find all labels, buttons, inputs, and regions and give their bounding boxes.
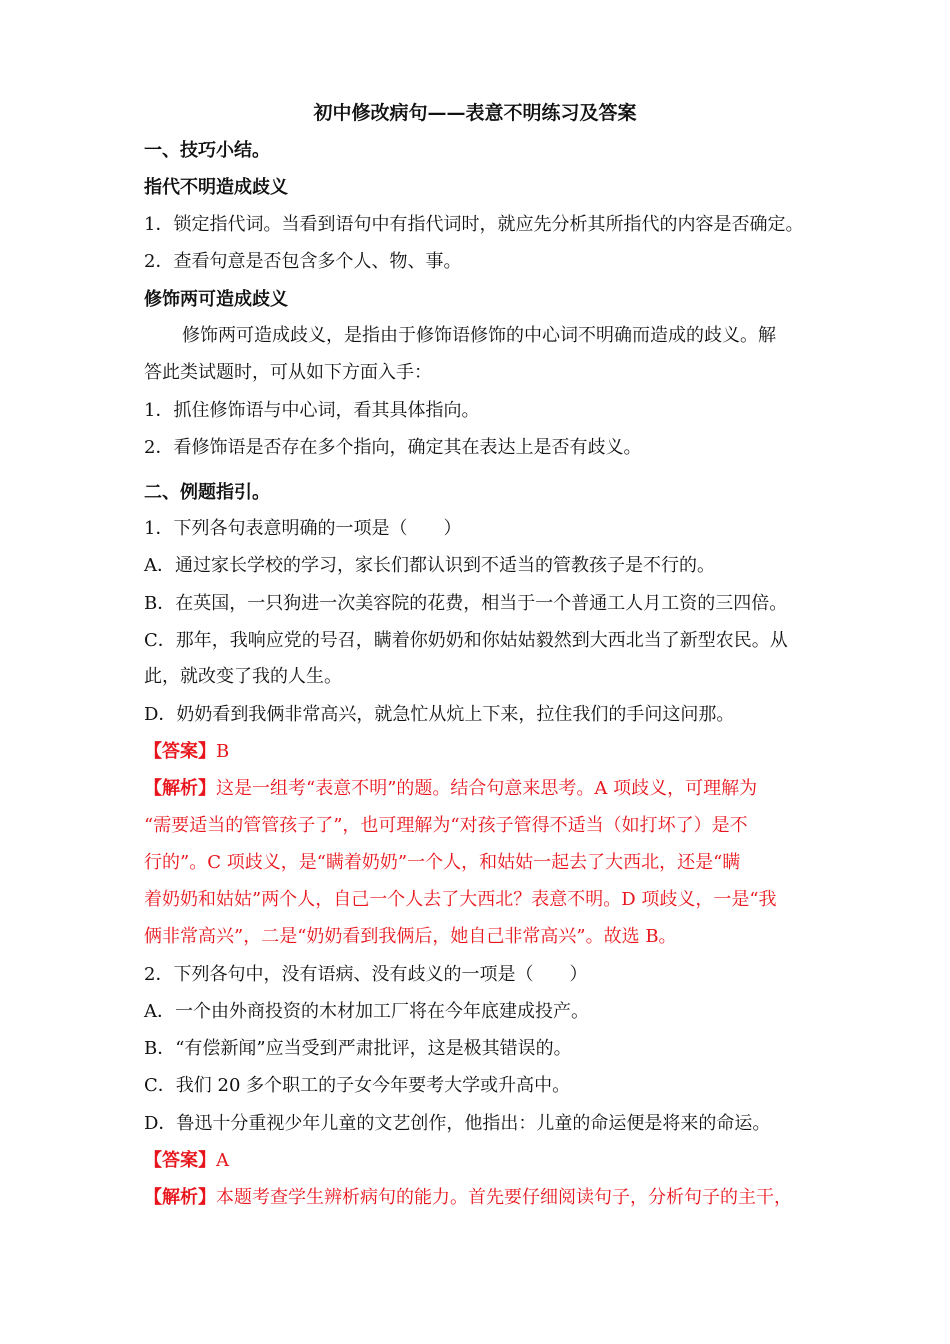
q2-stem: 2．下列各句中，没有语病、没有歧义的一项是（ ）: [144, 964, 588, 985]
q2-option-c: C．我们 20 多个职工的子女今年要考大学或升高中。: [144, 1075, 571, 1096]
sub2-item-2: 2．看修饰语是否存在多个指向，确定其在表达上是否有歧义。: [144, 437, 642, 458]
q2-option-a: A．一个由外商投资的木材加工厂将在今年底建成投产。: [144, 1001, 589, 1022]
q1-answer-tag: 【答案】: [144, 741, 216, 762]
q1-analysis-line1: [144, 776, 840, 802]
q1-analysis-line4: 着奶奶和姑姑”两个人，自己一个人去了大西北？表意不明。D 项歧义，一是“我: [144, 889, 777, 910]
page-title: 初中修改病句——表意不明练习及答案: [313, 102, 637, 124]
q2-option-d: D．鲁迅十分重视少年儿童的文艺创作，他指出：儿童的命运便是将来的命运。: [144, 1113, 771, 1134]
q1-option-a: A．通过家长学校的学习，家长们都认识到不适当的管教孩子是不行的。: [144, 555, 715, 576]
q2-answer: [144, 1148, 840, 1174]
q2-analysis-text-1: 本题考查学生辨析病句的能力。首先要仔细阅读句子，分析句子的主干，: [216, 1187, 792, 1208]
sub1-heading: 指代不明造成歧义: [144, 177, 288, 198]
sub2-paragraph-line2: 答此类试题时，可从如下方面入手：: [144, 362, 432, 383]
q1-analysis-tag: 【解析】: [144, 778, 216, 799]
q1-analysis-text-1: 这是一组考“表意不明”的题。结合句意来思考。A 项歧义，可理解为: [216, 778, 758, 799]
q1-analysis-line5: 俩非常高兴”，二是“奶奶看到我俩后，她自己非常高兴”。故选 B。: [144, 926, 677, 947]
q2-answer-tag: 【答案】: [144, 1150, 216, 1171]
sub1-item-1: 1．锁定指代词。当看到语句中有指代词时，就应先分析其所指代的内容是否确定。: [144, 214, 804, 235]
sub2-paragraph-line1: 修饰两可造成歧义，是指由于修饰语修饰的中心词不明确而造成的歧义。解: [182, 325, 776, 346]
q1-option-b: B．在英国，一只狗进一次美容院的花费，相当于一个普通工人月工资的三四倍。: [144, 593, 788, 614]
section1-heading: 一、技巧小结。: [144, 140, 270, 161]
q1-answer-value: B: [216, 741, 230, 762]
q2-analysis-line1: [144, 1185, 840, 1211]
sub2-item-1: 1．抓住修饰语与中心词，看其具体指向。: [144, 400, 480, 421]
q2-option-b: B．“有偿新闻”应当受到严肃批评，这是极其错误的。: [144, 1038, 572, 1059]
sub2-heading: 修饰两可造成歧义: [144, 289, 288, 310]
q1-stem: 1．下列各句表意明确的一项是（ ）: [144, 518, 462, 539]
q2-analysis-tag: 【解析】: [144, 1187, 216, 1208]
sub1-item-2: 2．查看句意是否包含多个人、物、事。: [144, 251, 462, 272]
q2-answer-value: A: [216, 1150, 229, 1171]
section2-heading: 二、例题指引。: [144, 482, 270, 503]
q1-option-d: D．奶奶看到我俩非常高兴，就急忙从炕上下来，拉住我们的手问这问那。: [144, 704, 735, 725]
q1-analysis-line3: 行的”。C 项歧义，是“瞒着奶奶”一个人，和姑姑一起去了大西北，还是“瞒: [144, 852, 741, 873]
q1-analysis-line2: “需要适当的管管孩子了”，也可理解为“对孩子管得不适当（如打坏了）是不: [144, 815, 748, 836]
q1-option-c-line2: 此，就改变了我的人生。: [144, 666, 342, 687]
q1-answer: [144, 739, 840, 765]
q1-option-c-line1: C．那年，我响应党的号召，瞒着你奶奶和你姑姑毅然到大西北当了新型农民。从: [144, 630, 788, 651]
